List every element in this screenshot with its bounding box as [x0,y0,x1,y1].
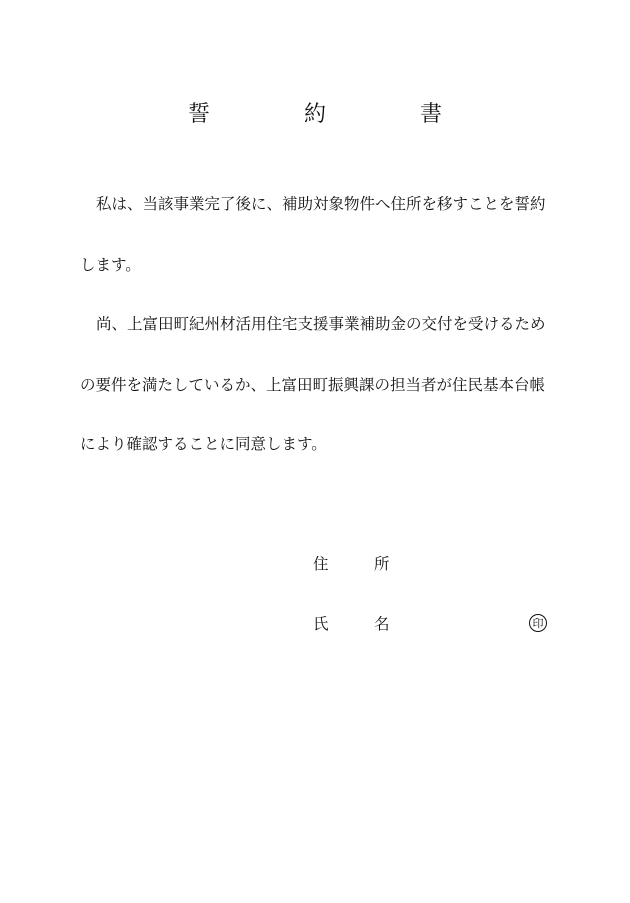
seal-icon: 印 [529,614,547,632]
address-label-part-2: 所 [374,555,390,573]
address-label-part-1: 住 [313,555,329,573]
name-label-part-2: 名 [374,615,390,633]
paragraph-1-line-1: 私は、当該事業完了後に、補助対象物件へ住所を移すことを誓約 [96,195,546,213]
paragraph-2-line-2: の要件を満たしているか、上富田町振興課の担当者が住民基本台帳 [80,376,546,394]
paragraph-1-line-2: します。 [80,256,141,274]
paragraph-2-line-1: 尚、上富田町紀州材活用住宅支援事業補助金の交付を受けるため [96,315,546,333]
name-label-part-1: 氏 [313,615,329,633]
document-title: 誓 約 書 [187,102,478,127]
paragraph-2-line-3: により確認することに同意します。 [80,435,327,453]
